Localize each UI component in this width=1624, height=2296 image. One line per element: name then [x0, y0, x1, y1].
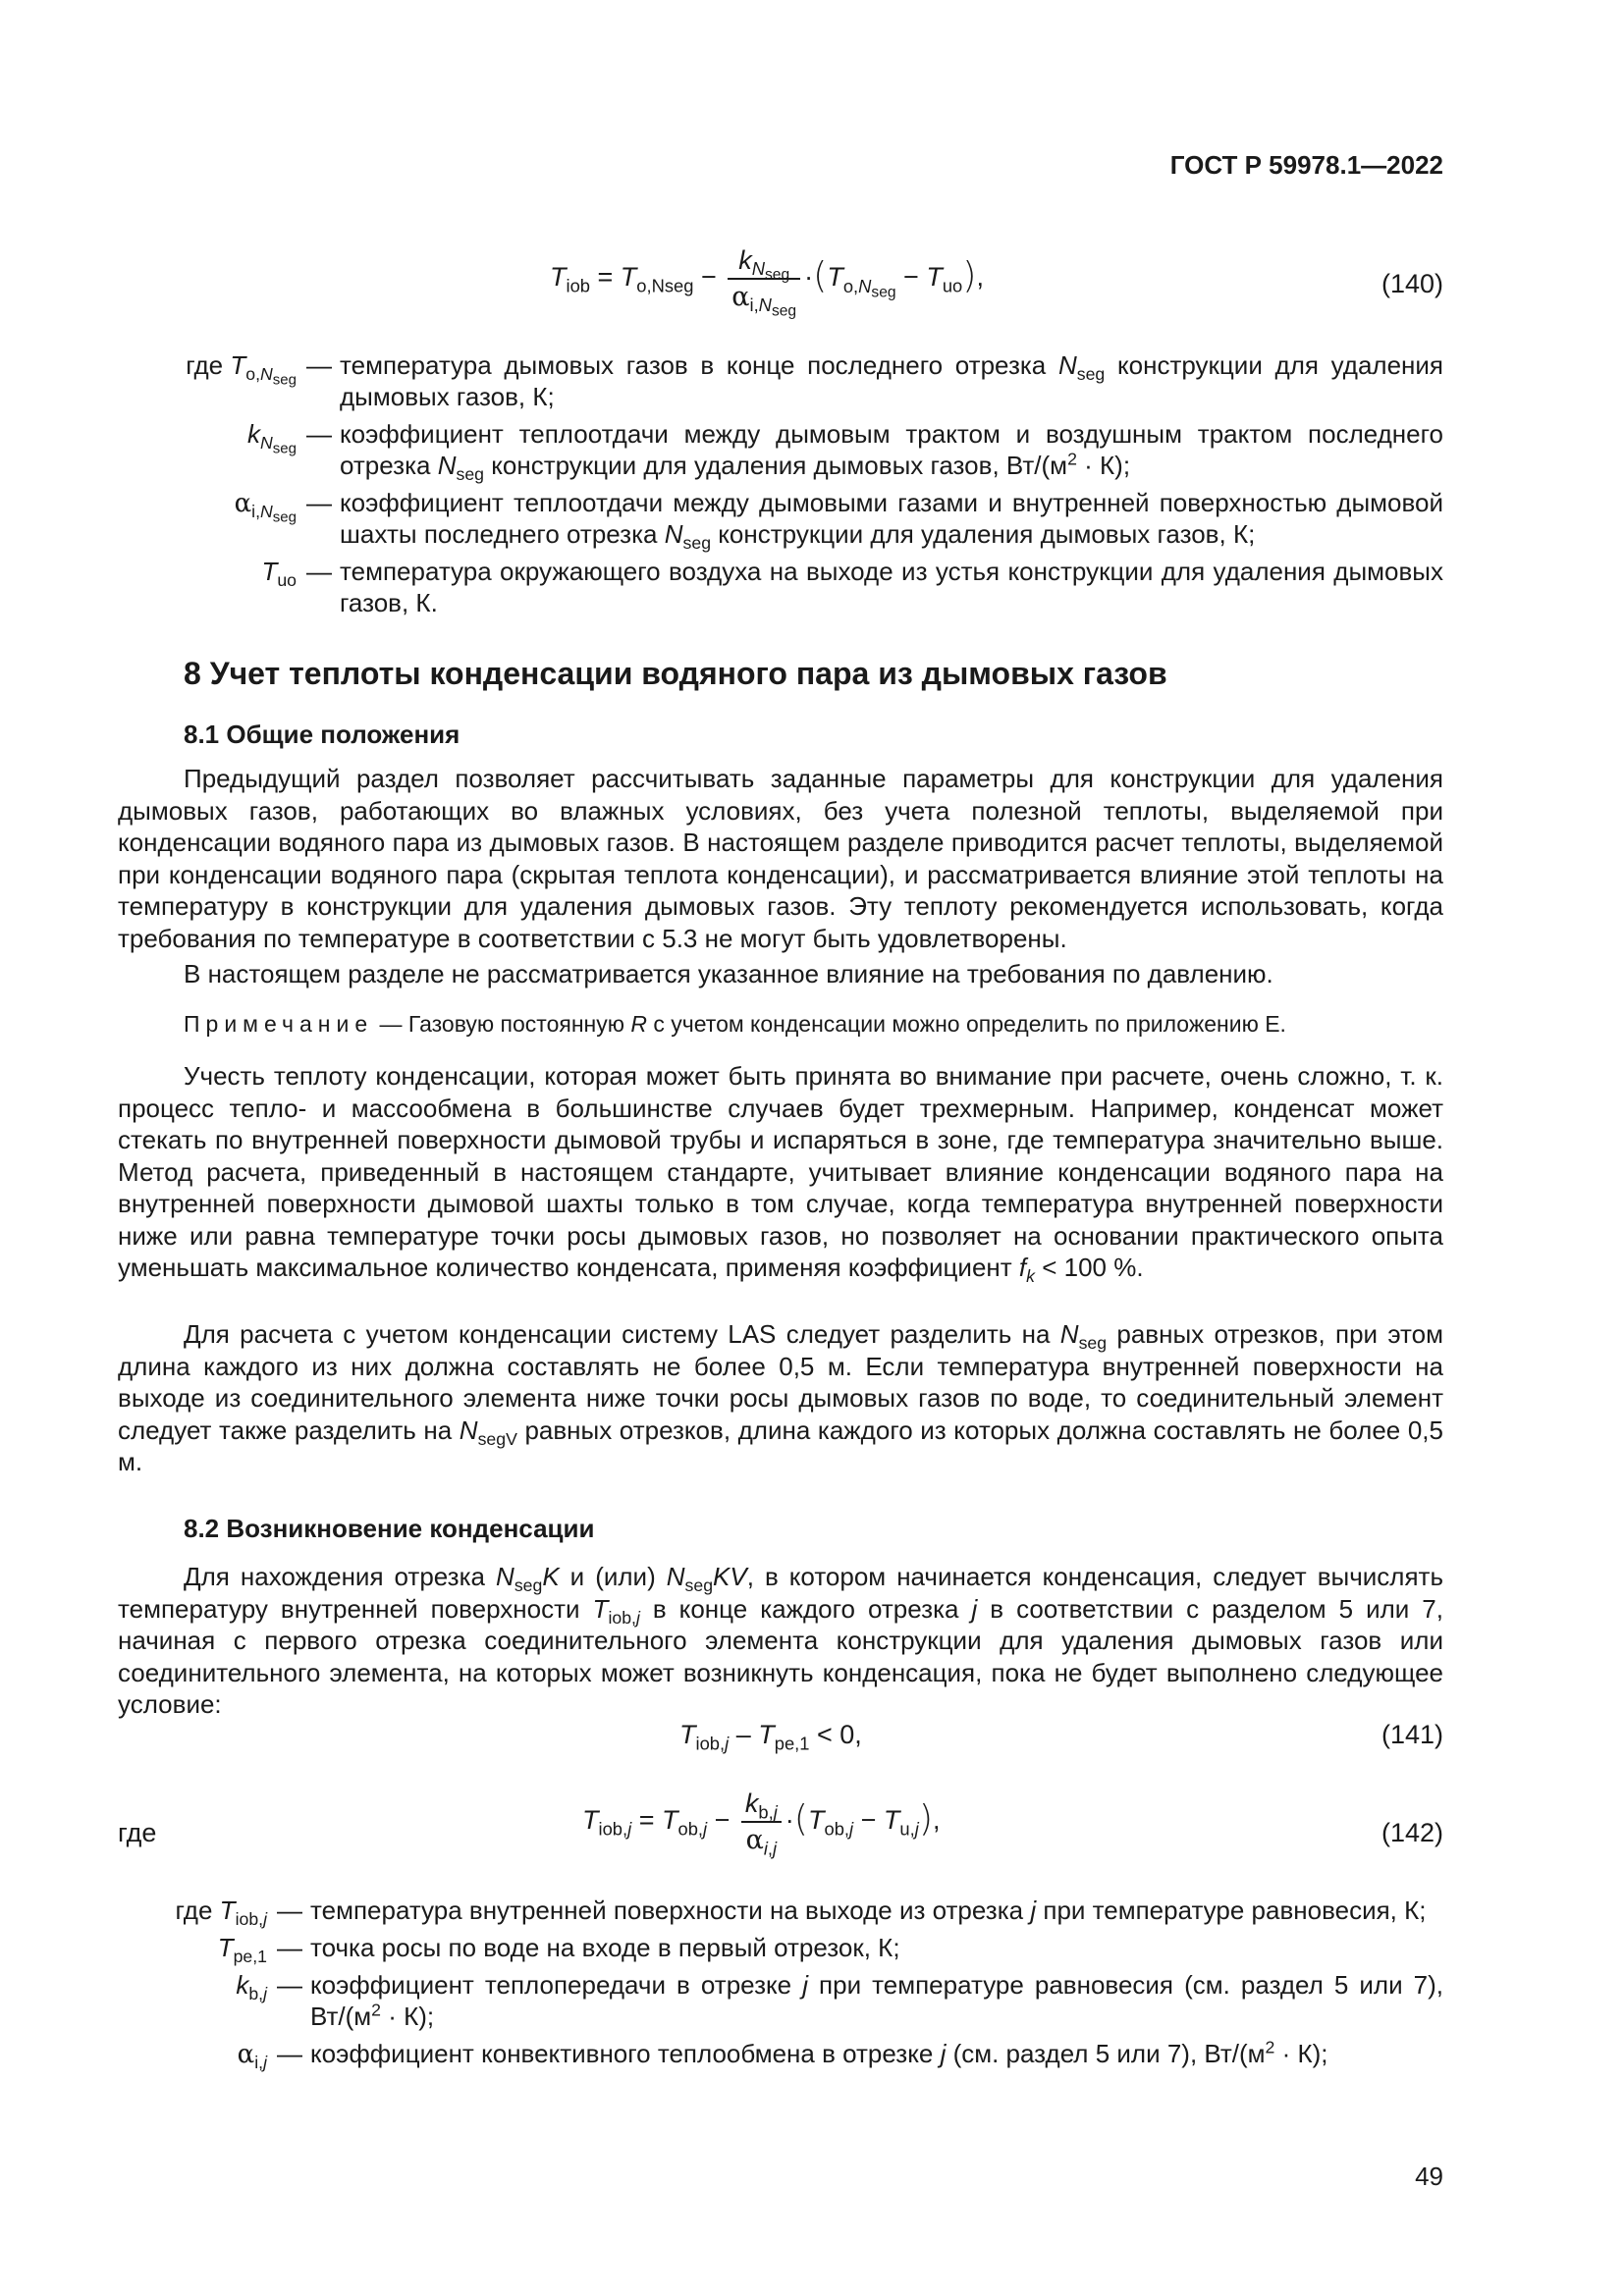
definition-symbol: $k_{b,j}$ [236, 1970, 267, 2004]
paragraph: Учесть теплоту конденсации, которая может быть принята во внимание при расчете, очень сложно, т. к. процесс тепло- и массообмена в большинстве случаев будет трехмерным. Например, конденсат может стекать по внутренней поверхности дымовой трубы и испаряться в зоне, где температура значительно выше. Метод расчета, приведенный в настоящем стандарте, учитывает влияние конденсации водяного пара на внутренней поверхности дымовой шахты только в том случае, когда температура внутренней поверхности ниже или равна температуре точки росы дымовых газов, но позволяет на основании практического опыта уменьшать максимальное количество конденсата, применяя коэффициент $f_k < 100$ %. [118, 1061, 1443, 1287]
definition-row: $\alpha_{i,j}$ — коэффициент конвективного теплообмена в отрезке j (см. раздел 5 или 7), $Вт/(м^2 \cdot К)$; [118, 2038, 1443, 2070]
equation-141-number: (141) [1380, 1720, 1443, 1749]
paragraph: Предыдущий раздел позволяет рассчитывать заданные параметры для конструкции для удаления дымовых газов, работающих во влажных условиях, без учета полезной теплоты, выделяемой при конденсации водяного пара из дымовых газов. В настоящем разделе приводится расчет теплоты, выделяемой при конденсации водяного пара (скрытая теплота конденсации), и рассматривается влияние этой теплоты на температуру в конструкции для удаления дымовых газов. Эту теплоту рекомендуется использовать, когда требования по температуре в соответствии с 5.3 не могут быть удовлетворены. [118, 764, 1443, 953]
definition-symbol: $k_{N_{seg}}$ [247, 419, 297, 457]
paragraph: В настоящем разделе не рассматривается указанное влияние на требования по давлению. [184, 959, 1273, 988]
document-header: ГОСТ Р 59978.1—2022 [1169, 150, 1443, 180]
page-number: 49 [1415, 2162, 1443, 2191]
definition-row: $k_{N_{seg}}$ — коэффициент теплоотдачи между дымовым трактом и воздушным трактом последнего отрезка $N_{seg}$ конструкции для удаления дымовых газов, $Вт/(м^2 \cdot К)$; [118, 418, 1443, 481]
definition-text: коэффициент теплопередачи в отрезке j при температуре равновесия (см. раздел 5 или 7), $Вт/(м^2 \cdot К)$; [310, 1970, 1443, 2031]
definition-text: температура окружающего воздуха на выходе из устья конструкции для удаления дымовых газов, К. [340, 557, 1443, 617]
definition-text: температура дымовых газов в конце последнего отрезка $N_{seg}$ конструкции для удаления дымовых газов, К; [340, 350, 1444, 411]
note: Примечание — Газовую постоянную R с учетом конденсации можно определить по приложению Е. [184, 1011, 1286, 1037]
definitions-140 [118, 349, 1443, 624]
definition-text: температура внутренней поверхности на выходе из отрезка j при температуре равновесия, К; [310, 1896, 1427, 1925]
subsection-heading-8-2: 8.2 Возникновение конденсации [184, 1514, 595, 1543]
equation-142-lead: где [118, 1818, 157, 1847]
definition-lead: где [175, 1896, 213, 1925]
definition-row: $T_{pe,1}$ — точка росы по воде на входе в первый отрезок, К; [118, 1932, 1443, 1963]
definition-text: коэффициент теплоотдачи между дымовым трактом и воздушным трактом последнего отрезка $N_{seg}$ конструкции для удаления дымовых газов, $Вт/(м^2 \cdot К)$; [340, 419, 1443, 485]
definition-text: коэффициент конвективного теплообмена в отрезке j (см. раздел 5 или 7), $Вт/(м^2 \cdot К)$; [310, 2037, 1328, 2068]
equation-141-formula: $T_{iob,j} - T_{pe,1} < 0$, [679, 1720, 862, 1754]
equation-142-formula: $T_{iob,j} = T_{ob,j}$ − $\frac{k_{b,j}}{\alpha_{i,j}}$ $\cdot(T_{ob,j} - T_{u,j})$, [582, 1789, 941, 1859]
definition-symbol: $\alpha_{i,j}$ [237, 2040, 267, 2073]
paragraph: Для расчета с учетом конденсации систему LAS следует разделить на $N_{seg}$ равных отрезков, при этом длина каждого из них должна составлять не более 0,5 м. Если температура внутренней поверхности на выходе из соединительного элемента ниже точки росы дымовых газов по воде, то соединительный элемент следует также разделить на $N_{segV}$ равных отрезков, длина каждого из которых должна составлять не более 0,5 м. [118, 1319, 1444, 1476]
definition-text: точка росы по воде на входе в первый отрезок, К; [310, 1933, 900, 1962]
subsection-heading-8-1: 8.1 Общие положения [184, 720, 460, 749]
definition-lead: где [186, 350, 224, 380]
definition-symbol: $T_{pe,1}$ [217, 1933, 267, 1967]
note-label: Примечание [184, 1011, 374, 1037]
equation-140 [118, 236, 1443, 334]
equation-142 [118, 1789, 1443, 1877]
equation-141 [118, 1720, 1443, 1759]
equation-140-number: (140) [1380, 269, 1443, 298]
equation-140-formula: $T_{iob} = T_{o,Nseg}$ − $\frac{k_{N_{seg}}}{\alpha_{i,N_{seg}}}$ $\cdot(T_{o,N_{seg}} - T_{uo})$, [550, 245, 984, 321]
definitions-142 [118, 1895, 1443, 2076]
definition-symbol: где $T_{iob,j}$ [175, 1896, 267, 1930]
definition-row: где $T_{iob,j}$ — температура внутренней поверхности на выходе из отрезка j при температуре равновесия, К; [118, 1895, 1443, 1926]
definition-text: коэффициент теплоотдачи между дымовыми газами и внутренней поверхностью дымовой шахты последнего отрезка $N_{seg}$ конструкции для удаления дымовых газов, К; [340, 488, 1443, 554]
definition-row: $\alpha_{i,N_{seg}}$ — коэффициент теплоотдачи между дымовыми газами и внутренней поверхностью дымовой шахты последнего отрезка $N_{seg}$ конструкции для удаления дымовых газов, К; [118, 487, 1443, 550]
definition-row: $k_{b,j}$ — коэффициент теплопередачи в отрезке j при температуре равновесия (см. раздел 5 или 7), $Вт/(м^2 \cdot К)$; [118, 1969, 1443, 2032]
section-heading: 8 Учет теплоты конденсации водяного пара из дымовых газов [184, 656, 1167, 691]
definition-row: $T_{uo}$ — температура окружающего воздуха на выходе из устья конструкции для удаления дымовых газов, К. [118, 556, 1443, 618]
paragraph: Для нахождения отрезка $N_{seg}K$ и (или) $N_{seg}KV$, в котором начинается конденсация, следует вычислять температуру внутренней поверхности $T_{iob,j}$ в конце каждого отрезка j в соответствии с разделом 5 или 7, начиная с первого отрезка соединительного элемента конструкции для удаления дымовых газов или соединительного элемента, на которых может возникнуть конденсация, пока не будет выполнено следующее условие: [118, 1562, 1443, 1719]
equation-142-number: (142) [1380, 1818, 1443, 1847]
definition-symbol: $T_{uo}$ [261, 557, 297, 591]
definition-symbol: $\alpha_{i,N_{seg}}$ [234, 489, 297, 526]
definition-row: где $T_{o,N_{seg}}$ — температура дымовых газов в конце последнего отрезка $N_{seg}$ конструкции для удаления дымовых газов, К; [118, 349, 1443, 412]
definition-symbol: где $T_{o,N_{seg}}$ [186, 350, 297, 389]
